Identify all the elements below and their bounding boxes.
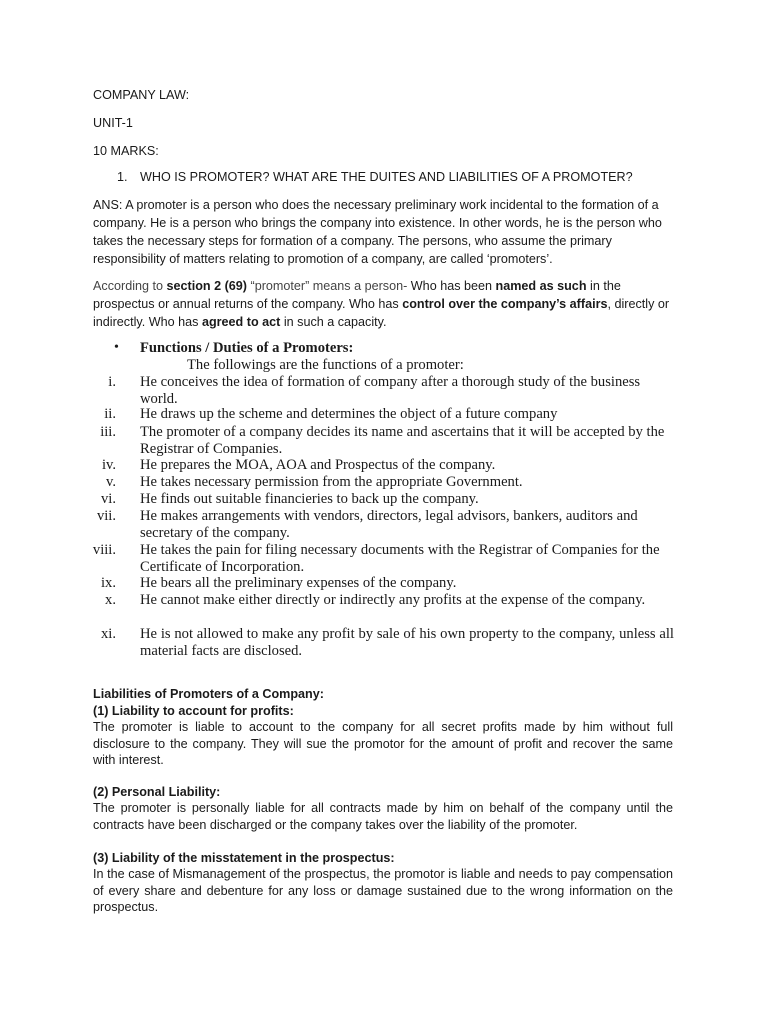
function-item-text: He finds out suitable financieries to back up the company. bbox=[140, 491, 479, 507]
function-item-number: ii. bbox=[104, 406, 116, 422]
liability-title: (1) Liability to account for profits: bbox=[93, 704, 294, 718]
definition-paragraph: According to section 2 (69) “promoter” means a person- Who has been named as such in the prospectus or annual returns of the company. Who has control over the company’s affairs, directly or indirectly. Who has agreed to act in such a capacity. bbox=[93, 279, 670, 329]
function-item-number: x. bbox=[105, 592, 116, 608]
function-item-number: i. bbox=[108, 374, 116, 390]
liability-item-2 bbox=[93, 784, 673, 833]
function-item-number: iv. bbox=[101, 457, 116, 473]
function-item-number: iii. bbox=[100, 424, 116, 440]
function-item-number: v. bbox=[106, 474, 116, 490]
liability-text: The promoter is personally liable for all contracts made by him on behalf of the company until the contracts have been discharged or the company takes over the liability of the promoter. bbox=[93, 801, 673, 832]
function-item-number: viii. bbox=[92, 542, 116, 558]
liability-title: (2) Personal Liability: bbox=[93, 785, 221, 799]
function-item-text: He is not allowed to make any profit by sale of his own property to the company, unless all material facts are disclosed. bbox=[140, 626, 674, 659]
liability-item-3 bbox=[93, 850, 673, 915]
liability-title: (3) Liability of the misstatement in the prospectus: bbox=[93, 851, 395, 865]
function-item-text: He cannot make either directly or indirectly any profits at the expense of the company. bbox=[140, 592, 646, 608]
function-item-text: He prepares the MOA, AOA and Prospectus of the company. bbox=[140, 457, 496, 473]
liabilities-heading: Liabilities of Promoters of a Company: bbox=[93, 687, 324, 701]
function-item-text: He conceives the idea of formation of company after a thorough study of the business world. bbox=[140, 374, 641, 407]
question-text: WHO IS PROMOTER? WHAT ARE THE DUITES AND LIABILITIES OF A PROMOTER? bbox=[140, 170, 633, 184]
function-item-text: He takes the pain for filing necessary documents with the Registrar of Companies for the Certificate of Incorporation. bbox=[140, 542, 660, 575]
marks-heading: 10 MARKS: bbox=[93, 144, 159, 158]
function-item-number: vii. bbox=[96, 508, 116, 524]
function-item-text: The promoter of a company decides its name and ascertains that it will be accepted by the Registrar of Companies. bbox=[140, 424, 665, 457]
liability-text: The promoter is liable to account to the company for all secret profits made by him without full disclosure to the company. They will sue the promotor for the amount of profit and recover the same with interest. bbox=[93, 720, 673, 767]
unit-heading: UNIT-1 bbox=[93, 116, 133, 130]
answer-paragraph: ANS: A promoter is a person who does the necessary preliminary work incidental to the formation of a company. He is a person who brings the company into existence. In other words, he is the person who takes the necessary steps for formation of a company. The persons, who assume the primary responsibility of matters relating to promotion of a company, are called ‘promoters’. bbox=[93, 198, 662, 266]
function-item-text: He makes arrangements with vendors, directors, legal advisors, bankers, auditors and secretary of the company. bbox=[140, 508, 638, 541]
subject-heading: COMPANY LAW: bbox=[93, 88, 190, 102]
functions-intro: The followings are the functions of a promoter: bbox=[187, 357, 464, 373]
liability-item-1 bbox=[93, 703, 673, 768]
functions-title: Functions / Duties of a Promoters: bbox=[140, 340, 354, 356]
function-item-number: xi. bbox=[101, 626, 116, 642]
function-item-text: He takes necessary permission from the appropriate Government. bbox=[140, 474, 523, 490]
function-item-text: He bears all the preliminary expenses of the company. bbox=[140, 575, 457, 591]
liability-text: In the case of Mismanagement of the prospectus, the promotor is liable and needs to pay compensation of every share and debenture for any loss or damage sustained due to the wrong information on the prospectus. bbox=[93, 867, 673, 914]
function-item-number: vi. bbox=[101, 491, 116, 507]
function-item-number: ix. bbox=[101, 575, 116, 591]
bullet-marker: • bbox=[114, 340, 119, 355]
question-number: 1. bbox=[117, 170, 128, 184]
function-item-text: He draws up the scheme and determines the object of a future company bbox=[140, 406, 558, 422]
